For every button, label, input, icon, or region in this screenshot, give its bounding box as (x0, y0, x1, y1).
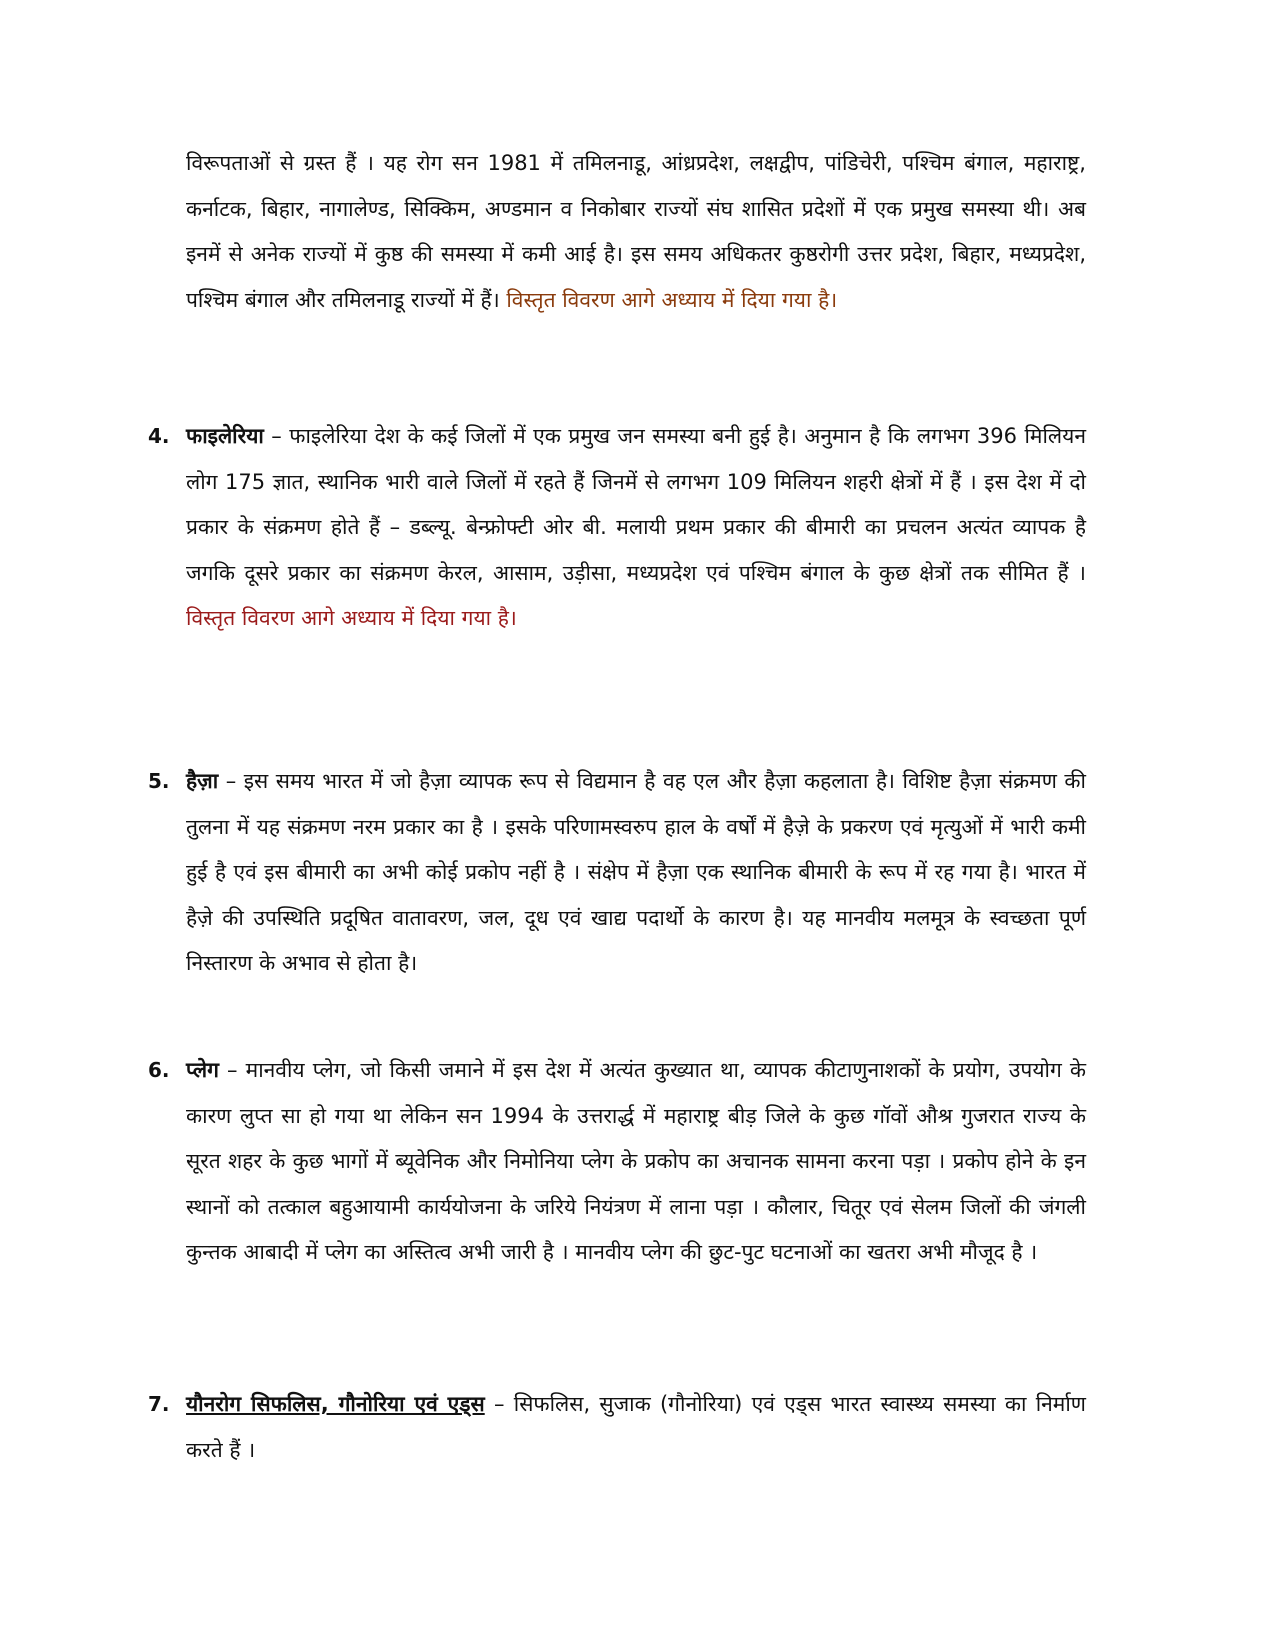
item-number: 4. (148, 424, 170, 448)
list-item-plague (148, 1048, 1087, 1276)
item-reference: विस्तृत विवरण आगे अध्याय में दिया गया है। (186, 606, 517, 630)
item-separator: – (263, 424, 290, 448)
item-text: इस समय भारत में जो हैज़ा व्यापक रूप से विद्यमान है वह एल और हैज़ा कहलाता है। विशिष्ट हैज़ा संक्रमण की तुलना में यह संक्रमण नरम प्रकार का है । इसके परिणामस्वरुप हाल के वर्षों में हैज़े के प्रकरण एवं मृत्युओं में भारी कमी हुई है एवं इस बीमारी का अभी कोई प्रकोप नहीं है । संक्षेप में हैज़ा एक स्थानिक बीमारी के रूप में रह गया है। भारत में हैज़े की उपस्थिति प्रदूषित वातावरण, जल, दूध एवं खाद्य पदार्थो के कारण है। यह मानवीय मलमूत्र के स्वच्छता पूर्ण निस्तारण के अभाव से होता है। (186, 769, 1086, 975)
intro-paragraph (186, 141, 1086, 323)
item-title: प्लेग (186, 1058, 219, 1082)
item-text: मानवीय प्लेग, जो किसी जमाने में इस देश में अत्यंत कुख्यात था, व्यापक कीटाणुनाशकों के प्रयोग, उपयोग के कारण लुप्त सा हो गया था लेकिन सन 1994 के उत्तरार्द्ध में महाराष्ट्र बीड़ जिले के कुछ गॉवों औश्र गुजरात राज्य के सूरत शहर के कुछ भागों में ब्यूवेनिक और निमोनिया प्लेग के प्रकोप का अचानक सामना करना पड़ा । प्रकोप होने के इन स्थानों को तत्काल बहुआयामी कार्ययोजना के जरिये नियंत्रण में लाना पड़ा । कौलार, चितूर एवं सेलम जिलों की जंगली कुन्तक आबादी में प्लेग का अस्तित्व अभी जारी है । मानवीय प्लेग की छुट-पुट घटनाओं का खतरा अभी मौजूद है । (186, 1058, 1087, 1264)
item-separator: – (484, 1392, 514, 1416)
intro-reference: विस्तृत विवरण आगे अध्याय में दिया गया है। (506, 287, 838, 312)
item-number: 7. (148, 1392, 170, 1416)
list-item-cholera (148, 759, 1086, 987)
item-title: हैज़ा (186, 769, 219, 793)
item-title: फाइलेरिया (186, 424, 264, 448)
list-item-std (148, 1382, 1086, 1473)
item-separator: – (218, 1058, 246, 1082)
item-text: फाइलेरिया देश के कई जिलों में एक प्रमुख जन समस्या बनी हुई है। अनुमान है कि लगभग 396 मिलियन लोग 175 ज्ञात, स्थानिक भारी वाले जिलों में रहते हैं जिनमें से लगभग 109 मिलियन शहरी क्षेत्रों में हैं । इस देश में दो प्रकार के संक्रमण होते हैं – डब्ल्यू. बेन्फ्रोफ्टी ओर बी. मलायी प्रथम प्रकार की बीमारी का प्रचलन अत्यंत व्यापक है जगकि दूसरे प्रकार का संक्रमण केरल, आसाम, उड़ीसा, मध्यप्रदेश एवं पश्चिम बंगाल के कुछ क्षेत्रों तक सीमित हैं । (186, 424, 1086, 585)
item-separator: – (218, 769, 244, 793)
item-number: 5. (148, 769, 170, 793)
item-title: यौनरोग सिफलिस, गौनोरिया एवं एड्स (186, 1392, 485, 1416)
list-item-filariasis (148, 414, 1086, 642)
intro-text: विरूपताओं से ग्रस्त हैं । यह रोग सन 1981 में तमिलनाडू, आंध्रप्रदेश, लक्षद्वीप, पांडिचेरी, पश्चिम बंगाल, महाराष्ट्र, कर्नाटक, बिहार, नागालेण्ड, सिक्किम, अण्डमान व निकोबार राज्यों संघ शासित प्रदेशों में एक प्रमुख समस्या थी। अब इनमें से अनेक राज्यों में कुष्ठ की समस्या में कमी आई है। इस समय अधिकतर कुष्ठरोगी उत्तर प्रदेश, बिहार, मध्यप्रदेश, पश्चिम बंगाल और तमिलनाडू राज्यों में हैं। (186, 151, 1086, 312)
item-number: 6. (148, 1058, 170, 1082)
item-text: सिफलिस, सुजाक (गौनोरिया) एवं एड्स भारत स्वास्थ्य समस्या का निर्माण करते हैं । (186, 1392, 1086, 1462)
